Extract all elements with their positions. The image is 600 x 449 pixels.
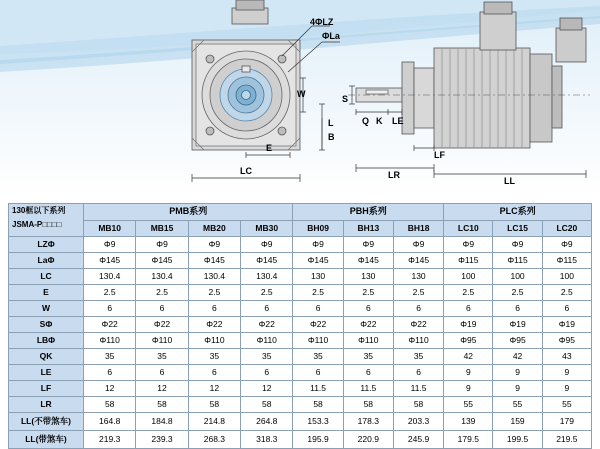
table-cell: 195.9 [293, 431, 343, 449]
table-cell: Φ9 [241, 237, 293, 253]
table-row [9, 333, 592, 349]
table-row-header: E [9, 285, 84, 301]
table-cell: 58 [136, 397, 188, 413]
table-model-header: LC10 [444, 220, 493, 237]
table-cell: 100 [493, 269, 542, 285]
table-cell: 264.8 [241, 413, 293, 431]
table-group-header: PMB系列 [84, 204, 293, 221]
table-row-header: LF [9, 381, 84, 397]
label-e: E [266, 143, 273, 153]
table-row [9, 237, 592, 253]
table-cell: 130.4 [136, 269, 188, 285]
table-cell: 100 [444, 269, 493, 285]
table-cell: 58 [188, 397, 240, 413]
table-model-header: BH09 [293, 220, 343, 237]
table-row [9, 397, 592, 413]
label-lc: LC [240, 166, 252, 176]
table-header-models [9, 220, 592, 237]
table-cell: Φ9 [343, 237, 393, 253]
label-w: W [297, 89, 306, 99]
table-cell: 42 [444, 349, 493, 365]
table-cell: 184.8 [136, 413, 188, 431]
table-row-header: LR [9, 397, 84, 413]
table-cell: 130 [293, 269, 343, 285]
table-cell: 35 [84, 349, 136, 365]
table-cell: 164.8 [84, 413, 136, 431]
table-model-header: MB20 [188, 220, 240, 237]
table-cell: 58 [241, 397, 293, 413]
table-cell: Φ110 [393, 333, 443, 349]
table-cell: Φ95 [542, 333, 591, 349]
table-header-groups [9, 204, 592, 221]
table-cell: Φ110 [343, 333, 393, 349]
table-cell: 130.4 [241, 269, 293, 285]
table-cell: 100 [542, 269, 591, 285]
table-cell: 11.5 [343, 381, 393, 397]
table-group-header: PBH系列 [293, 204, 444, 221]
table-cell: 6 [393, 301, 443, 317]
table-cell: 130.4 [84, 269, 136, 285]
table-cell: 6 [293, 301, 343, 317]
table-row [9, 301, 592, 317]
table-row-header: LBΦ [9, 333, 84, 349]
table-cell: Φ110 [136, 333, 188, 349]
table-row-header: LL(带煞车) [9, 431, 84, 449]
table-cell: 179.5 [444, 431, 493, 449]
table-cell: Φ145 [84, 253, 136, 269]
table-cell: Φ145 [136, 253, 188, 269]
table-cell: Φ22 [84, 317, 136, 333]
label-qk: K [376, 116, 383, 126]
table-cell: 178.3 [343, 413, 393, 431]
table-cell: 6 [393, 365, 443, 381]
table-cell: 239.3 [136, 431, 188, 449]
table-cell: Φ110 [293, 333, 343, 349]
table-cell: Φ9 [293, 237, 343, 253]
table-cell: Φ9 [188, 237, 240, 253]
table-cell: 130 [393, 269, 443, 285]
table-cell: 6 [84, 365, 136, 381]
table-cell: Φ22 [293, 317, 343, 333]
table-cell: 35 [343, 349, 393, 365]
table-cell: 9 [444, 381, 493, 397]
table-cell: 9 [542, 365, 591, 381]
table-cell: 35 [188, 349, 240, 365]
table-cell: 12 [188, 381, 240, 397]
table-row [9, 269, 592, 285]
table-cell: 219.3 [84, 431, 136, 449]
table-cell: 6 [241, 365, 293, 381]
technical-drawing [0, 0, 600, 196]
table-cell: 2.5 [343, 285, 393, 301]
label-lb: B [328, 132, 335, 142]
table-cell: 2.5 [493, 285, 542, 301]
table-cell: 6 [188, 365, 240, 381]
table-cell: 55 [542, 397, 591, 413]
table-row-header: LZΦ [9, 237, 84, 253]
table-model-header: MB10 [84, 220, 136, 237]
table-cell: 43 [542, 349, 591, 365]
table-cell: 6 [84, 301, 136, 317]
table-cell: 9 [542, 381, 591, 397]
table-cell: 58 [293, 397, 343, 413]
table-row-header: LaΦ [9, 253, 84, 269]
table-cell: 2.5 [241, 285, 293, 301]
table-cell: 12 [241, 381, 293, 397]
table-cell: 2.5 [188, 285, 240, 301]
table-cell: 11.5 [393, 381, 443, 397]
table-cell: 268.3 [188, 431, 240, 449]
table-cell: 9 [493, 381, 542, 397]
table-cell: Φ9 [542, 237, 591, 253]
table-cell: 55 [493, 397, 542, 413]
dimension-table [8, 203, 592, 449]
table-cell: Φ9 [84, 237, 136, 253]
table-row-header: LE [9, 365, 84, 381]
table-cell: 9 [493, 365, 542, 381]
table-model-header: BH18 [393, 220, 443, 237]
table-cell: 220.9 [343, 431, 393, 449]
table-row [9, 253, 592, 269]
table-cell: 245.9 [393, 431, 443, 449]
table-cell: 6 [136, 301, 188, 317]
table-cell: 35 [241, 349, 293, 365]
table-cell: Φ9 [136, 237, 188, 253]
table-cell: Φ22 [188, 317, 240, 333]
table-cell: Φ145 [343, 253, 393, 269]
table-cell: 6 [241, 301, 293, 317]
label-la: ΦLa [322, 31, 340, 41]
table-cell: Φ110 [188, 333, 240, 349]
table-cell: 2.5 [84, 285, 136, 301]
table-cell: Φ9 [444, 237, 493, 253]
table-cell: Φ145 [188, 253, 240, 269]
table-cell: 58 [393, 397, 443, 413]
table-cell: 55 [444, 397, 493, 413]
table-cell: Φ95 [493, 333, 542, 349]
table-cell: 12 [136, 381, 188, 397]
table-cell: Φ110 [84, 333, 136, 349]
corner-line-2: JSMA-P□□□□ [12, 220, 62, 229]
table-model-header: LC20 [542, 220, 591, 237]
table-cell: 6 [343, 301, 393, 317]
table-row [9, 381, 592, 397]
table-model-header: MB30 [241, 220, 293, 237]
table-cell: Φ22 [393, 317, 443, 333]
table-cell: Φ95 [444, 333, 493, 349]
table-cell: 179 [542, 413, 591, 431]
table-row [9, 285, 592, 301]
table-cell: 2.5 [136, 285, 188, 301]
table-row [9, 349, 592, 365]
table-row-header: LL(不带煞车) [9, 413, 84, 431]
table-row [9, 317, 592, 333]
table-cell: Φ19 [493, 317, 542, 333]
label-ll: LL [504, 176, 515, 186]
table-cell: 139 [444, 413, 493, 431]
table-cell: 214.8 [188, 413, 240, 431]
table-cell: 35 [136, 349, 188, 365]
table-cell: Φ19 [542, 317, 591, 333]
table-cell: 58 [343, 397, 393, 413]
table-cell: 35 [293, 349, 343, 365]
table-cell: 6 [444, 301, 493, 317]
table-cell: 130.4 [188, 269, 240, 285]
label-lf: LF [434, 150, 445, 160]
table-cell: Φ110 [241, 333, 293, 349]
table-cell: 203.3 [393, 413, 443, 431]
table-cell: Φ145 [393, 253, 443, 269]
label-s: S [342, 94, 349, 104]
table-cell: 2.5 [393, 285, 443, 301]
table-cell: Φ22 [136, 317, 188, 333]
table-cell: 12 [84, 381, 136, 397]
table-group-header: PLC系列 [444, 204, 592, 221]
label-lr: LR [388, 170, 400, 180]
table-cell: 219.5 [542, 431, 591, 449]
table-cell: Φ22 [343, 317, 393, 333]
table-model-header: BH13 [343, 220, 393, 237]
table-model-header: MB15 [136, 220, 188, 237]
table-cell: 9 [444, 365, 493, 381]
label-q: Q [362, 116, 370, 126]
table-row [9, 413, 592, 431]
label-le: LE [392, 116, 404, 126]
table-cell: 6 [343, 365, 393, 381]
label-4-lz: 4ΦLZ [310, 17, 334, 27]
table-cell: Φ145 [293, 253, 343, 269]
table-cell: 2.5 [542, 285, 591, 301]
corner-line-1: 130框以下系列 [12, 206, 66, 215]
table-row-header: SΦ [9, 317, 84, 333]
table-cell: 6 [293, 365, 343, 381]
table-cell: Φ22 [241, 317, 293, 333]
table-cell: 2.5 [293, 285, 343, 301]
table-cell: 42 [493, 349, 542, 365]
table-row [9, 431, 592, 449]
table-cell: 6 [188, 301, 240, 317]
table-cell: 6 [493, 301, 542, 317]
table-cell: Φ9 [493, 237, 542, 253]
table-row-header: W [9, 301, 84, 317]
table-row-header: QK [9, 349, 84, 365]
table-cell: 153.3 [293, 413, 343, 431]
table-cell: 35 [393, 349, 443, 365]
table-model-header: LC15 [493, 220, 542, 237]
table-corner-cell [9, 204, 84, 237]
table-cell: Φ115 [444, 253, 493, 269]
table-cell: 11.5 [293, 381, 343, 397]
table-cell: 58 [84, 397, 136, 413]
table-row-header: LC [9, 269, 84, 285]
table-cell: 199.5 [493, 431, 542, 449]
table-cell: 159 [493, 413, 542, 431]
table-cell: Φ115 [493, 253, 542, 269]
label-l: L [328, 118, 334, 128]
table-row [9, 365, 592, 381]
table-cell: 318.3 [241, 431, 293, 449]
table-cell: 6 [542, 301, 591, 317]
table-cell: Φ9 [393, 237, 443, 253]
table-cell: 130 [343, 269, 393, 285]
table-cell: 6 [136, 365, 188, 381]
table-cell: Φ19 [444, 317, 493, 333]
table-cell: Φ145 [241, 253, 293, 269]
table-cell: 2.5 [444, 285, 493, 301]
table-cell: Φ115 [542, 253, 591, 269]
